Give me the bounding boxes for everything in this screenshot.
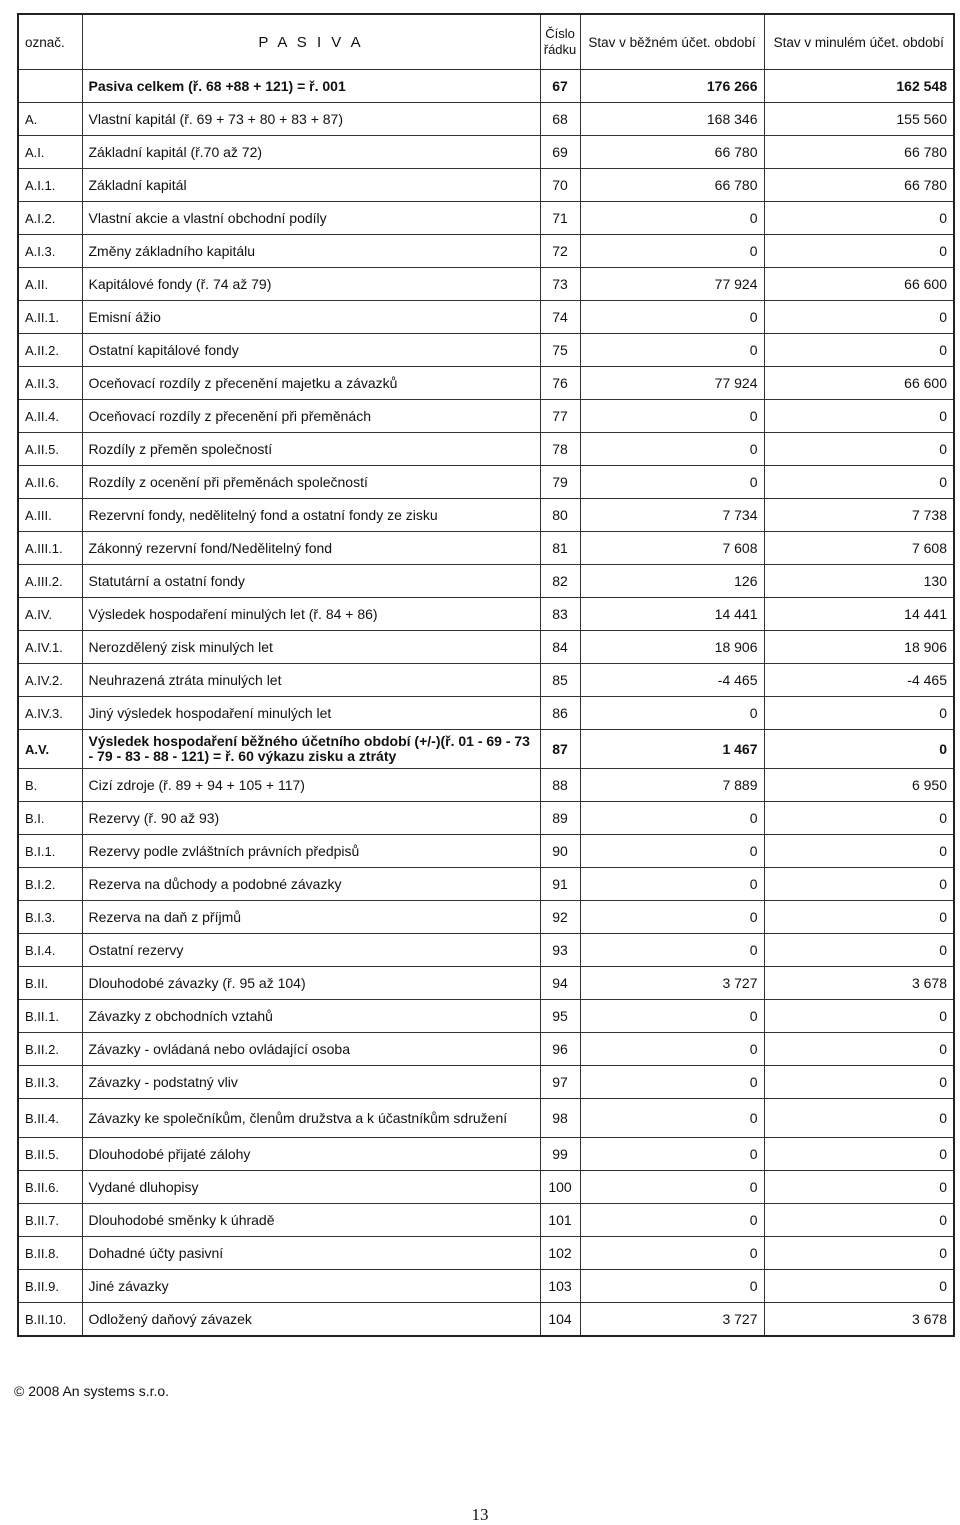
row-label: Pasiva celkem (ř. 68 +88 + 121) = ř. 001	[82, 70, 540, 103]
row-code: A.I.	[18, 136, 82, 169]
row-current-value: 0	[580, 901, 764, 934]
table-row	[18, 268, 954, 301]
row-label: Základní kapitál (ř.70 až 72)	[82, 136, 540, 169]
row-current-value: 66 780	[580, 169, 764, 202]
row-number: 100	[540, 1171, 580, 1204]
row-code: B.II.7.	[18, 1204, 82, 1237]
row-current-value: 66 780	[580, 136, 764, 169]
table-row	[18, 202, 954, 235]
row-number: 99	[540, 1138, 580, 1171]
row-current-value: 0	[580, 334, 764, 367]
row-label: Statutární a ostatní fondy	[82, 565, 540, 598]
row-label: Závazky - podstatný vliv	[82, 1066, 540, 1099]
row-current-value: 0	[580, 1237, 764, 1270]
row-number: 72	[540, 235, 580, 268]
row-number: 89	[540, 802, 580, 835]
row-number: 93	[540, 934, 580, 967]
row-label: Kapitálové fondy (ř. 74 až 79)	[82, 268, 540, 301]
row-current-value: 7 734	[580, 499, 764, 532]
header-title: P A S I V A	[82, 14, 540, 70]
row-label: Dlouhodobé závazky (ř. 95 až 104)	[82, 967, 540, 1000]
table-row	[18, 1033, 954, 1066]
row-current-value: 1 467	[580, 730, 764, 769]
row-code: B.II.8.	[18, 1237, 82, 1270]
row-current-value: 0	[580, 802, 764, 835]
table-row	[18, 301, 954, 334]
row-code: B.I.3.	[18, 901, 82, 934]
row-number: 101	[540, 1204, 580, 1237]
copyright-notice: © 2008 An systems s.r.o.	[14, 1383, 170, 1399]
row-previous-value: 0	[764, 334, 954, 367]
row-previous-value: 0	[764, 1270, 954, 1303]
table-row	[18, 730, 954, 769]
row-label: Změny základního kapitálu	[82, 235, 540, 268]
row-code: A.IV.2.	[18, 664, 82, 697]
row-current-value: 0	[580, 1066, 764, 1099]
row-number: 79	[540, 466, 580, 499]
row-label: Jiné závazky	[82, 1270, 540, 1303]
row-current-value: 0	[580, 301, 764, 334]
row-code: A.II.	[18, 268, 82, 301]
row-previous-value: 0	[764, 202, 954, 235]
row-number: 104	[540, 1303, 580, 1337]
table-row	[18, 1000, 954, 1033]
row-code: B.II.1.	[18, 1000, 82, 1033]
table-row	[18, 565, 954, 598]
row-code: B.II.	[18, 967, 82, 1000]
row-label: Dlouhodobé směnky k úhradě	[82, 1204, 540, 1237]
row-current-value: 0	[580, 433, 764, 466]
row-label: Nerozdělený zisk minulých let	[82, 631, 540, 664]
row-previous-value: 0	[764, 235, 954, 268]
row-code: A.V.	[18, 730, 82, 769]
row-previous-value: 0	[764, 868, 954, 901]
row-number: 69	[540, 136, 580, 169]
table-row	[18, 136, 954, 169]
row-previous-value: 0	[764, 1237, 954, 1270]
row-number: 85	[540, 664, 580, 697]
row-previous-value: 0	[764, 433, 954, 466]
row-code: A.II.3.	[18, 367, 82, 400]
row-current-value: 168 346	[580, 103, 764, 136]
row-number: 88	[540, 769, 580, 802]
row-current-value: 126	[580, 565, 764, 598]
table-row	[18, 1303, 954, 1337]
row-previous-value: 0	[764, 730, 954, 769]
row-number: 67	[540, 70, 580, 103]
row-code: B.II.5.	[18, 1138, 82, 1171]
row-previous-value: 6 950	[764, 769, 954, 802]
row-previous-value: 14 441	[764, 598, 954, 631]
table-row	[18, 1138, 954, 1171]
row-previous-value: 0	[764, 802, 954, 835]
row-number: 76	[540, 367, 580, 400]
row-code: B.I.	[18, 802, 82, 835]
row-code: A.I.3.	[18, 235, 82, 268]
row-current-value: 0	[580, 466, 764, 499]
row-label: Emisní ážio	[82, 301, 540, 334]
row-code: A.II.1.	[18, 301, 82, 334]
row-current-value: 0	[580, 1000, 764, 1033]
row-label: Oceňovací rozdíly z přecenění při přeměnách	[82, 400, 540, 433]
header-row-number: Číslo řádku	[540, 14, 580, 70]
row-number: 81	[540, 532, 580, 565]
row-previous-value: 0	[764, 1033, 954, 1066]
row-number: 90	[540, 835, 580, 868]
row-label: Výsledek hospodaření běžného účetního období (+/-)(ř. 01 - 69 - 73 - 79 - 83 - 88 - 121) = ř. 60 výkazu zisku a ztráty	[82, 730, 540, 769]
row-previous-value: 66 780	[764, 169, 954, 202]
table-row	[18, 1237, 954, 1270]
table-row	[18, 802, 954, 835]
page-number: 13	[471, 1505, 489, 1524]
row-current-value: 0	[580, 697, 764, 730]
row-previous-value: 0	[764, 1000, 954, 1033]
row-current-value: 0	[580, 1033, 764, 1066]
row-label: Dohadné účty pasivní	[82, 1237, 540, 1270]
row-previous-value: 0	[764, 301, 954, 334]
row-current-value: 0	[580, 1270, 764, 1303]
row-number: 80	[540, 499, 580, 532]
row-number: 78	[540, 433, 580, 466]
row-number: 75	[540, 334, 580, 367]
table-row	[18, 499, 954, 532]
row-number: 98	[540, 1099, 580, 1138]
table-row	[18, 631, 954, 664]
row-current-value: 0	[580, 868, 764, 901]
row-label: Vlastní kapitál (ř. 69 + 73 + 80 + 83 + 87)	[82, 103, 540, 136]
row-number: 92	[540, 901, 580, 934]
row-number: 74	[540, 301, 580, 334]
table-row	[18, 934, 954, 967]
row-current-value: 77 924	[580, 268, 764, 301]
row-label: Cizí zdroje (ř. 89 + 94 + 105 + 117)	[82, 769, 540, 802]
row-previous-value: -4 465	[764, 664, 954, 697]
table-row	[18, 433, 954, 466]
row-number: 68	[540, 103, 580, 136]
row-code: A.II.2.	[18, 334, 82, 367]
header-code: označ.	[18, 14, 82, 70]
row-code: A.IV.1.	[18, 631, 82, 664]
row-label: Rezerva na důchody a podobné závazky	[82, 868, 540, 901]
row-current-value: 14 441	[580, 598, 764, 631]
row-previous-value: 3 678	[764, 1303, 954, 1337]
table-row	[18, 466, 954, 499]
row-code: B.II.2.	[18, 1033, 82, 1066]
balance-sheet-liabilities-table	[17, 13, 955, 1337]
row-previous-value: 0	[764, 835, 954, 868]
table-row	[18, 1099, 954, 1138]
table-row	[18, 400, 954, 433]
table-row	[18, 1270, 954, 1303]
row-number: 95	[540, 1000, 580, 1033]
row-label: Rezervy podle zvláštních právních předpisů	[82, 835, 540, 868]
table-row	[18, 769, 954, 802]
row-current-value: 0	[580, 202, 764, 235]
row-current-value: 0	[580, 400, 764, 433]
row-number: 73	[540, 268, 580, 301]
row-previous-value: 0	[764, 697, 954, 730]
row-number: 70	[540, 169, 580, 202]
table-row	[18, 664, 954, 697]
row-previous-value: 66 600	[764, 367, 954, 400]
row-label: Jiný výsledek hospodaření minulých let	[82, 697, 540, 730]
row-number: 97	[540, 1066, 580, 1099]
row-code: B.	[18, 769, 82, 802]
row-number: 86	[540, 697, 580, 730]
row-number: 83	[540, 598, 580, 631]
row-number: 82	[540, 565, 580, 598]
table-row	[18, 1204, 954, 1237]
row-current-value: 77 924	[580, 367, 764, 400]
row-previous-value: 7 738	[764, 499, 954, 532]
row-current-value: 0	[580, 934, 764, 967]
row-number: 84	[540, 631, 580, 664]
row-label: Základní kapitál	[82, 169, 540, 202]
row-label: Neuhrazená ztráta minulých let	[82, 664, 540, 697]
row-code: A.II.4.	[18, 400, 82, 433]
table-row	[18, 868, 954, 901]
row-label: Závazky z obchodních vztahů	[82, 1000, 540, 1033]
table-row	[18, 1066, 954, 1099]
table-row	[18, 835, 954, 868]
row-previous-value: 0	[764, 1204, 954, 1237]
row-label: Zákonný rezervní fond/Nedělitelný fond	[82, 532, 540, 565]
table-row	[18, 334, 954, 367]
row-code: B.I.1.	[18, 835, 82, 868]
row-previous-value: 162 548	[764, 70, 954, 103]
row-code: A.IV.3.	[18, 697, 82, 730]
row-code: B.II.10.	[18, 1303, 82, 1337]
row-previous-value: 66 600	[764, 268, 954, 301]
row-code: B.II.3.	[18, 1066, 82, 1099]
row-label: Výsledek hospodaření minulých let (ř. 84 + 86)	[82, 598, 540, 631]
row-current-value: -4 465	[580, 664, 764, 697]
row-label: Závazky ke společníkům, členům družstva a k účastníkům sdružení	[82, 1099, 540, 1138]
row-number: 87	[540, 730, 580, 769]
row-label: Ostatní rezervy	[82, 934, 540, 967]
row-number: 91	[540, 868, 580, 901]
row-number: 96	[540, 1033, 580, 1066]
table-header-row	[18, 14, 954, 70]
header-previous-period: Stav v minulém účet. období	[764, 14, 954, 70]
row-code: A.III.2.	[18, 565, 82, 598]
row-current-value: 0	[580, 1204, 764, 1237]
row-code: B.I.2.	[18, 868, 82, 901]
row-previous-value: 0	[764, 466, 954, 499]
row-previous-value: 18 906	[764, 631, 954, 664]
row-number: 103	[540, 1270, 580, 1303]
row-label: Rozdíly z ocenění při přeměnách společností	[82, 466, 540, 499]
row-label: Ostatní kapitálové fondy	[82, 334, 540, 367]
row-label: Vydané dluhopisy	[82, 1171, 540, 1204]
row-label: Vlastní akcie a vlastní obchodní podíly	[82, 202, 540, 235]
table-row	[18, 598, 954, 631]
row-code	[18, 70, 82, 103]
row-code: A.I.2.	[18, 202, 82, 235]
row-previous-value: 7 608	[764, 532, 954, 565]
row-label: Rezervy (ř. 90 až 93)	[82, 802, 540, 835]
table-row	[18, 967, 954, 1000]
row-code: A.III.	[18, 499, 82, 532]
table-row	[18, 70, 954, 103]
row-label: Rezerva na daň z příjmů	[82, 901, 540, 934]
table-row	[18, 901, 954, 934]
row-code: B.II.6.	[18, 1171, 82, 1204]
row-current-value: 7 608	[580, 532, 764, 565]
row-previous-value: 0	[764, 400, 954, 433]
row-label: Odložený daňový závazek	[82, 1303, 540, 1337]
row-previous-value: 0	[764, 1171, 954, 1204]
row-previous-value: 0	[764, 1138, 954, 1171]
row-code: A.IV.	[18, 598, 82, 631]
row-current-value: 0	[580, 235, 764, 268]
row-label: Rezervní fondy, nedělitelný fond a ostatní fondy ze zisku	[82, 499, 540, 532]
row-code: A.	[18, 103, 82, 136]
table-row	[18, 367, 954, 400]
row-code: B.I.4.	[18, 934, 82, 967]
row-current-value: 3 727	[580, 1303, 764, 1337]
table-row	[18, 169, 954, 202]
row-current-value: 0	[580, 1099, 764, 1138]
row-previous-value: 155 560	[764, 103, 954, 136]
table-row	[18, 697, 954, 730]
row-previous-value: 130	[764, 565, 954, 598]
row-number: 94	[540, 967, 580, 1000]
row-current-value: 7 889	[580, 769, 764, 802]
row-current-value: 0	[580, 1138, 764, 1171]
row-current-value: 0	[580, 835, 764, 868]
table-row	[18, 103, 954, 136]
row-label: Dlouhodobé přijaté zálohy	[82, 1138, 540, 1171]
table-body	[18, 70, 954, 1337]
table-row	[18, 1171, 954, 1204]
row-label: Rozdíly z přeměn společností	[82, 433, 540, 466]
row-current-value: 3 727	[580, 967, 764, 1000]
row-current-value: 176 266	[580, 70, 764, 103]
row-number: 102	[540, 1237, 580, 1270]
row-code: A.I.1.	[18, 169, 82, 202]
row-current-value: 0	[580, 1171, 764, 1204]
row-code: B.II.4.	[18, 1099, 82, 1138]
row-previous-value: 66 780	[764, 136, 954, 169]
row-number: 77	[540, 400, 580, 433]
row-previous-value: 0	[764, 934, 954, 967]
row-code: A.II.6.	[18, 466, 82, 499]
row-previous-value: 0	[764, 901, 954, 934]
table-row	[18, 532, 954, 565]
row-code: A.III.1.	[18, 532, 82, 565]
row-code: A.II.5.	[18, 433, 82, 466]
row-previous-value: 0	[764, 1066, 954, 1099]
row-number: 71	[540, 202, 580, 235]
row-code: B.II.9.	[18, 1270, 82, 1303]
row-current-value: 18 906	[580, 631, 764, 664]
row-previous-value: 0	[764, 1099, 954, 1138]
header-current-period: Stav v běžném účet. období	[580, 14, 764, 70]
row-previous-value: 3 678	[764, 967, 954, 1000]
table-row	[18, 235, 954, 268]
row-label: Oceňovací rozdíly z přecenění majetku a závazků	[82, 367, 540, 400]
row-label: Závazky - ovládaná nebo ovládající osoba	[82, 1033, 540, 1066]
